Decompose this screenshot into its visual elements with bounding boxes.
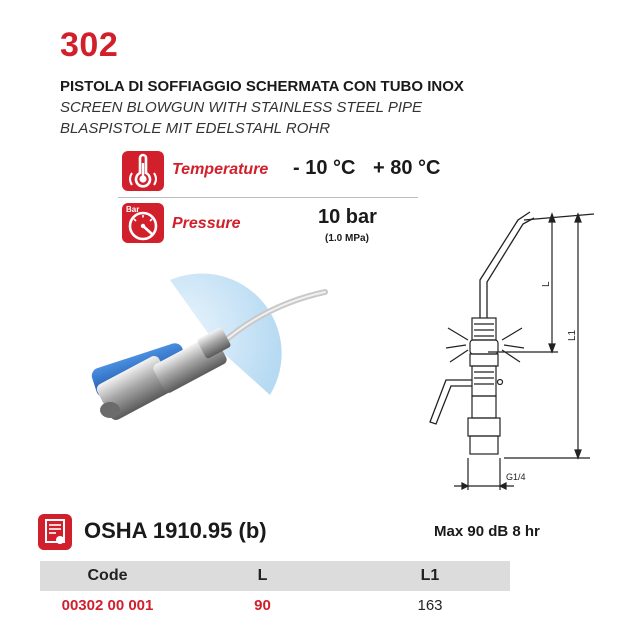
- cell-l1: 163: [417, 596, 443, 614]
- pressure-subvalue: (1.0 MPa): [325, 233, 369, 244]
- pressure-label: Pressure: [172, 215, 241, 232]
- product-title-german: BLASPISTOLE MIT EDELSTAHL ROHR: [60, 120, 331, 137]
- cell-l: 90: [254, 596, 271, 614]
- svg-text:L1: L1: [567, 329, 578, 341]
- product-table: [40, 561, 510, 619]
- technical-drawing: [418, 200, 598, 505]
- product-title-english: SCREEN BLOWGUN WITH STAINLESS STEEL PIPE: [60, 99, 423, 116]
- temperature-max: + 80 °C: [373, 157, 441, 179]
- model-number: 302: [60, 26, 119, 64]
- cell-code: 00302 00 001: [61, 596, 154, 614]
- temperature-label: Temperature: [172, 161, 269, 178]
- pressure-value: 10 bar: [318, 206, 377, 228]
- osha-standard: OSHA 1910.95 (b): [84, 518, 267, 543]
- header-l: L: [175, 561, 350, 591]
- svg-text:Bar: Bar: [126, 205, 140, 214]
- certificate-icon: [38, 514, 72, 550]
- header-code: Code: [40, 561, 175, 591]
- noise-limit: Max 90 dB 8 hr: [434, 523, 540, 540]
- svg-text:G1/4: G1/4: [506, 472, 526, 482]
- temperature-min: - 10 °C: [293, 157, 356, 179]
- table-row: [40, 591, 510, 619]
- pressure-gauge-icon: [122, 203, 164, 243]
- product-title-italian: PISTOLA DI SOFFIAGGIO SCHERMATA CON TUBO INOX: [60, 78, 464, 95]
- header-l1: L1: [350, 561, 510, 591]
- thermometer-icon: [122, 151, 164, 191]
- table-header-row: [40, 561, 510, 591]
- svg-text:L: L: [541, 281, 552, 287]
- product-photo: [70, 270, 360, 435]
- spec-divider: [118, 197, 418, 198]
